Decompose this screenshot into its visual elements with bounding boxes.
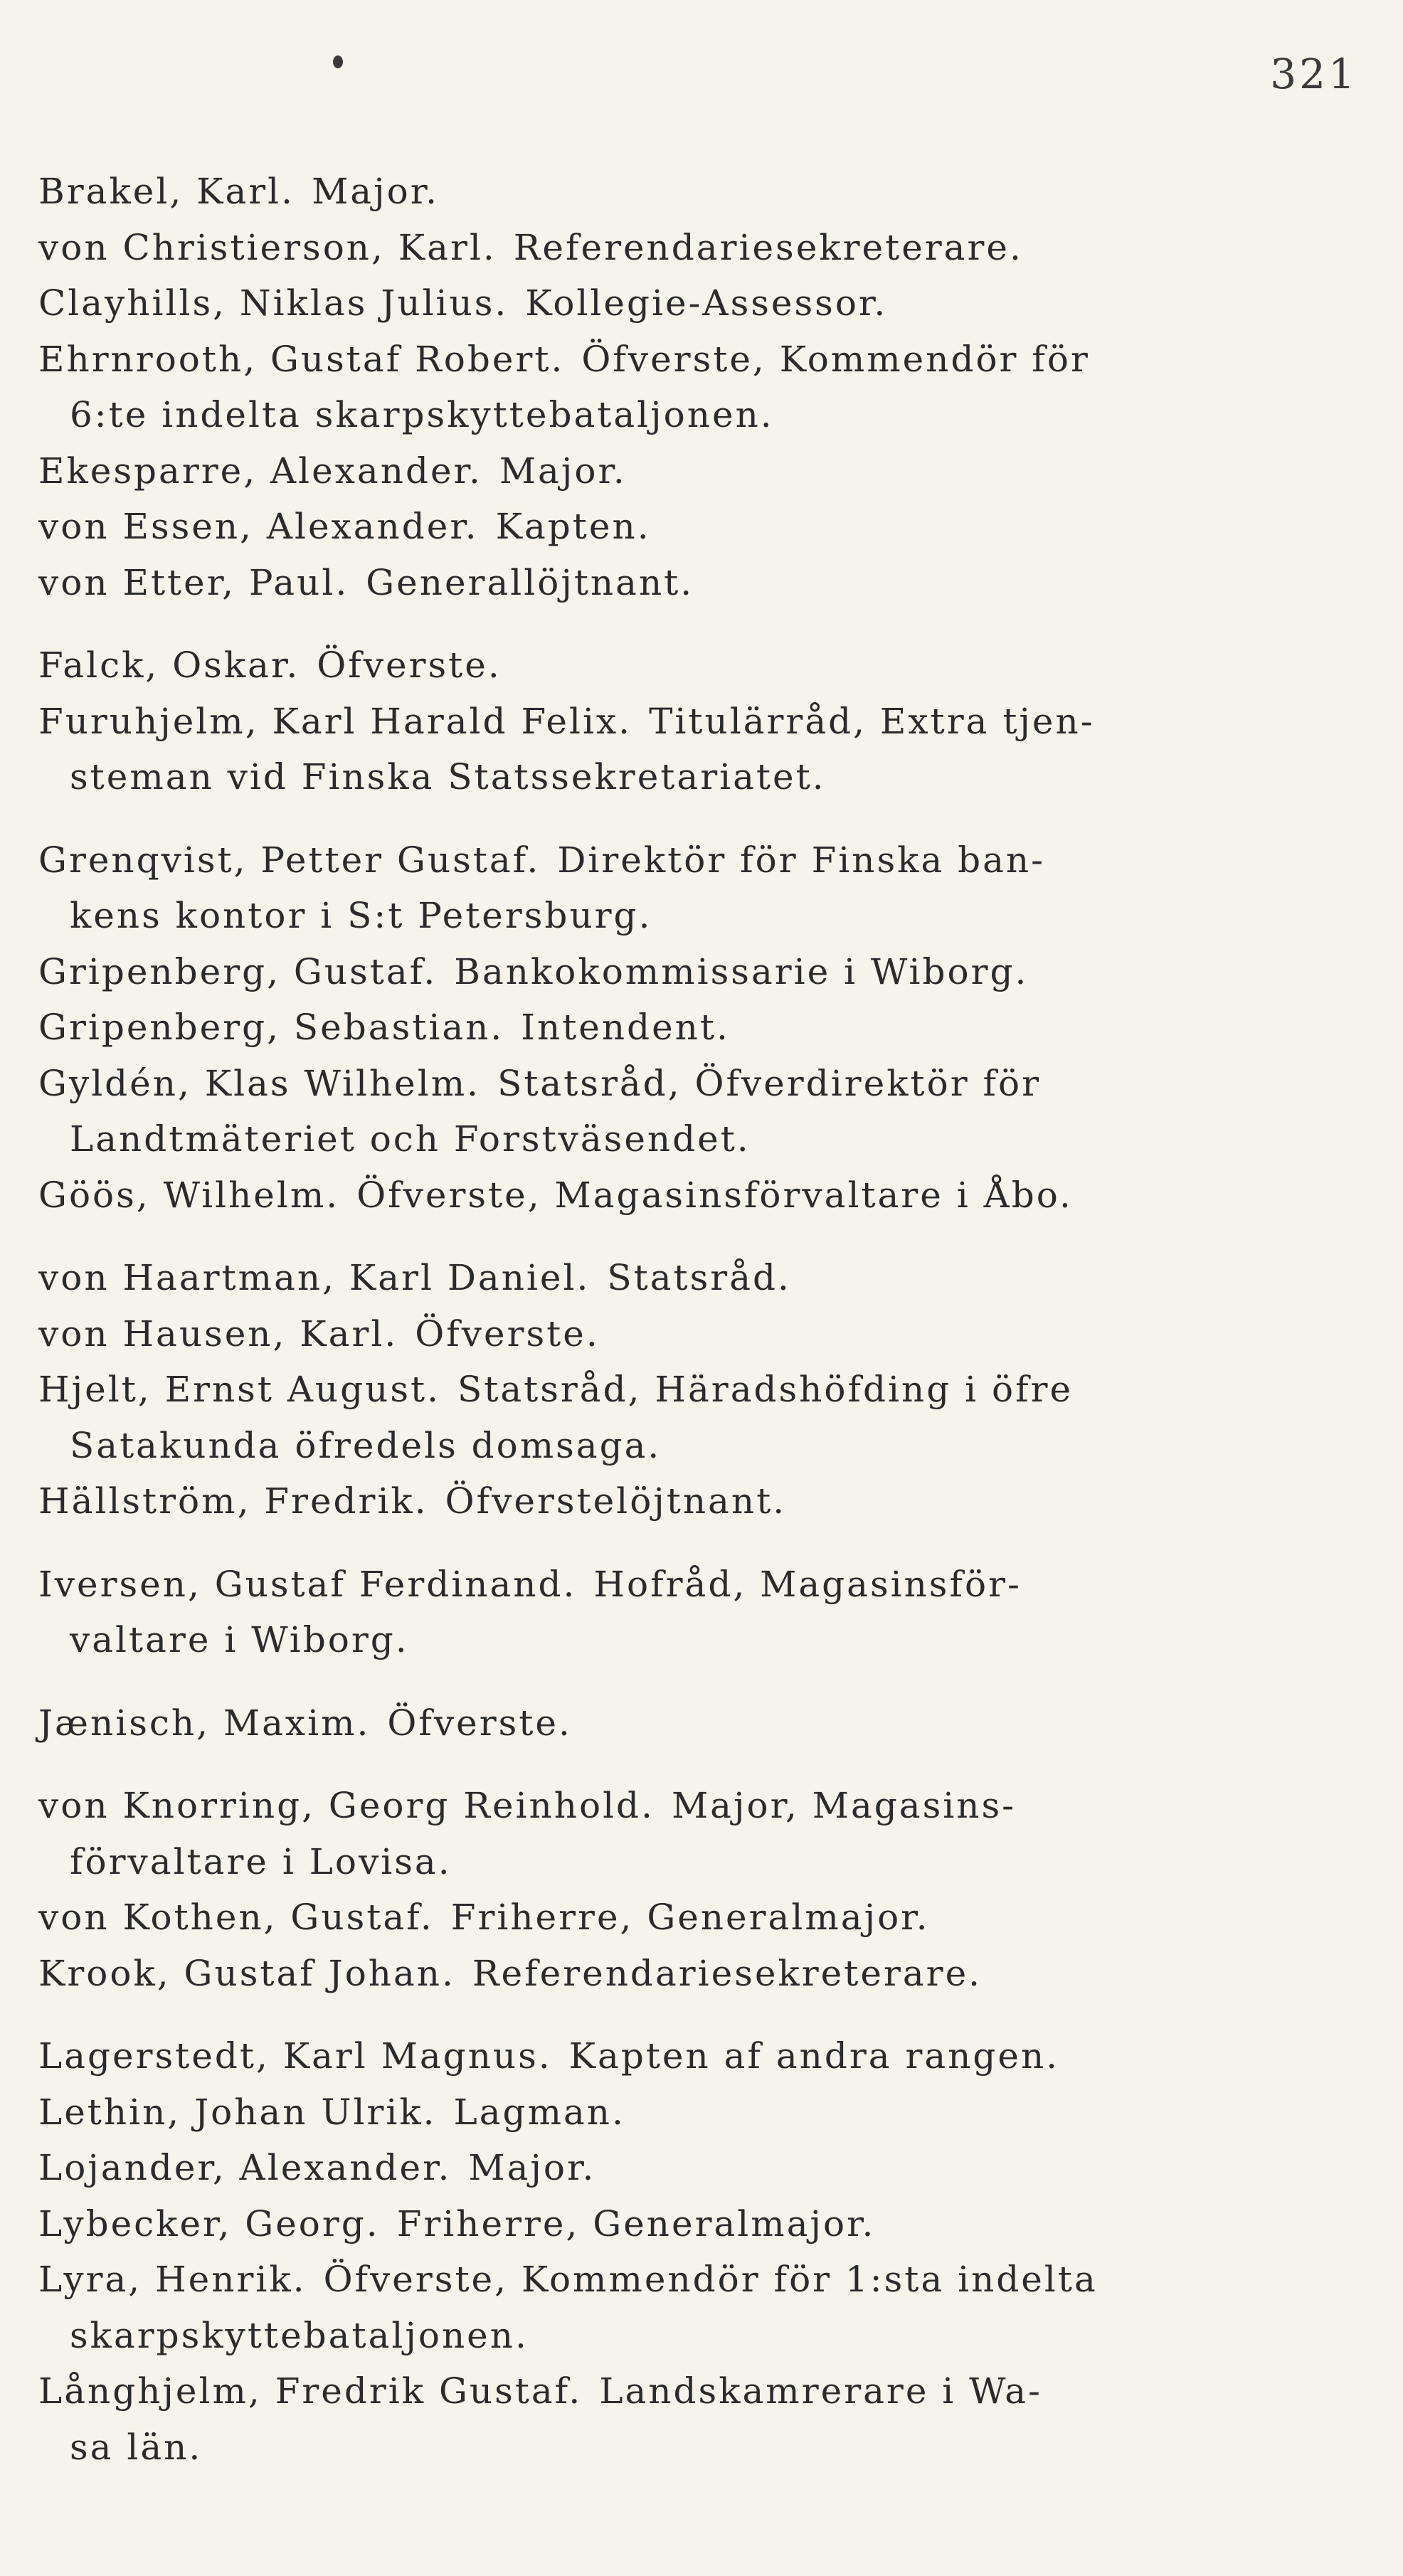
person-title: Generallöjtnant. (366, 561, 694, 603)
person-name: Ehrnrooth, Gustaf Robert. (38, 338, 565, 380)
register-entry (38, 944, 1362, 1000)
person-title: Major, Magasins- (671, 1785, 1017, 1826)
register-entry (38, 2196, 1362, 2252)
register-entry (38, 1946, 1362, 2002)
person-title: Öfverste, Kommendör för 1:sta indelta (323, 2259, 1098, 2300)
register-entry (38, 555, 1362, 611)
person-name: Ekesparre, Alexander. (38, 450, 482, 492)
title-continuation: skarpskyttebataljonen. (70, 2314, 529, 2356)
register-entry (38, 1000, 1362, 1056)
person-title: Major. (312, 171, 439, 212)
person-title: Öfverste. (415, 1313, 600, 1355)
person-title: Titulärråd, Extra tjen- (649, 700, 1095, 742)
register-entry (38, 1778, 1362, 1889)
person-title: Major. (468, 2147, 596, 2188)
register-entry (38, 1889, 1362, 1946)
person-title: Kapten. (495, 506, 651, 547)
person-name: Jænisch, Maxim. (38, 1702, 371, 1744)
person-title: Statsråd. (607, 1257, 791, 1298)
person-name: Brakel, Karl. (38, 171, 295, 212)
title-continuation: kens kontor i S:t Petersburg. (70, 895, 652, 936)
title-continuation: förvaltare i Lovisa. (70, 1840, 452, 1882)
group-gap (38, 1751, 1362, 1778)
group-gap (38, 610, 1362, 637)
register-entry (38, 694, 1362, 805)
person-title: Friherre, Generalmajor. (396, 2203, 876, 2244)
person-name: Lyra, Henrik. (38, 2259, 307, 2300)
person-title: Friherre, Generalmajor. (450, 1897, 930, 1938)
person-title: Intendent. (521, 1007, 730, 1048)
person-name: von Kothen, Gustaf. (38, 1897, 434, 1938)
register-entry (38, 1056, 1362, 1167)
title-continuation: sa län. (70, 2426, 203, 2468)
title-continuation: Landtmäteriet och Forstväsendet. (70, 1118, 751, 1160)
person-title: Öfverstelöjtnant. (445, 1480, 787, 1522)
register-entry (38, 1250, 1362, 1306)
person-name: Iversen, Gustaf Ferdinand. (38, 1563, 577, 1605)
person-name: Göös, Wilhelm. (38, 1174, 340, 1216)
register-entry (38, 1695, 1362, 1751)
group-gap (38, 1223, 1362, 1250)
person-name: Långhjelm, Fredrik Gustaf. (38, 2370, 583, 2412)
person-name: Krook, Gustaf Johan. (38, 1952, 455, 1994)
person-name: Gripenberg, Gustaf. (38, 950, 438, 992)
register-entry (38, 1167, 1362, 1224)
group-gap (38, 2001, 1362, 2028)
person-name: Lethin, Johan Ulrik. (38, 2091, 437, 2133)
register-entries (38, 164, 1362, 2475)
person-name: von Essen, Alexander. (38, 506, 479, 547)
register-entry (38, 832, 1362, 944)
group-gap (38, 805, 1362, 832)
title-continuation: steman vid Finska Statssekretariatet. (70, 756, 826, 797)
person-title: Öfverste, Kommendör för (581, 338, 1090, 380)
person-title: Kapten af andra rangen. (568, 2035, 1060, 2077)
person-title: Referendariesekreterare. (472, 1952, 983, 1994)
person-name: Furuhjelm, Karl Harald Felix. (38, 700, 632, 742)
person-name: Hjelt, Ernst August. (38, 1369, 440, 1410)
register-entry (38, 1473, 1362, 1530)
register-entry (38, 332, 1362, 443)
person-name: von Knorring, Georg Reinhold. (38, 1785, 655, 1826)
register-entry (38, 2140, 1362, 2196)
person-title: Öfverste. (317, 645, 502, 686)
person-name: Gyldén, Klas Wilhelm. (38, 1062, 481, 1104)
register-entry (38, 1557, 1362, 1668)
person-name: Falck, Oskar. (38, 645, 300, 686)
person-name: von Haartman, Karl Daniel. (38, 1257, 591, 1298)
person-title: Kollegie-Assessor. (525, 282, 888, 324)
register-entry (38, 275, 1362, 332)
person-title: Hofråd, Magasinsför- (593, 1563, 1022, 1605)
person-title: Statsråd, Häradshöfding i öfre (457, 1369, 1074, 1410)
person-name: Grenqvist, Petter Gustaf. (38, 839, 541, 881)
register-entry (38, 499, 1362, 555)
title-continuation: 6:te indelta skarpskyttebataljonen. (70, 394, 774, 435)
person-title: Öfverste, Magasinsförvaltare i Åbo. (356, 1174, 1073, 1216)
register-entry (38, 1362, 1362, 1473)
title-continuation: valtare i Wiborg. (70, 1619, 409, 1660)
person-name: von Christierson, Karl. (38, 226, 497, 268)
register-entry (38, 637, 1362, 694)
person-title: Landskamrerare i Wa- (599, 2370, 1042, 2412)
person-title: Direktör för Finska ban- (557, 839, 1046, 881)
person-name: Lybecker, Georg. (38, 2203, 380, 2244)
group-gap (38, 1668, 1362, 1695)
person-name: von Etter, Paul. (38, 561, 349, 603)
page-number: 321 (1270, 50, 1357, 98)
person-title: Öfverste. (387, 1702, 572, 1744)
person-title: Lagman. (453, 2091, 625, 2133)
register-entry (38, 2252, 1362, 2363)
person-name: Lagerstedt, Karl Magnus. (38, 2035, 552, 2077)
register-entry (38, 1306, 1362, 1362)
register-entry (38, 2363, 1362, 2475)
person-name: von Hausen, Karl. (38, 1313, 398, 1355)
register-entry (38, 443, 1362, 499)
register-entry (38, 2028, 1362, 2084)
person-title: Major. (499, 450, 627, 492)
title-continuation: Satakunda öfredels domsaga. (70, 1424, 662, 1466)
group-gap (38, 1530, 1362, 1557)
person-name: Hällström, Fredrik. (38, 1480, 428, 1522)
person-title: Bankokommissarie i Wiborg. (454, 950, 1029, 992)
person-name: Clayhills, Niklas Julius. (38, 282, 509, 324)
register-entry (38, 2084, 1362, 2141)
person-name: Lojander, Alexander. (38, 2147, 452, 2188)
register-entry (38, 164, 1362, 220)
register-entry (38, 220, 1362, 276)
person-name: Gripenberg, Sebastian. (38, 1007, 504, 1048)
person-title: Referendariesekreterare. (513, 226, 1023, 268)
ink-mark (333, 55, 343, 68)
person-title: Statsråd, Öfverdirektör för (497, 1062, 1041, 1104)
